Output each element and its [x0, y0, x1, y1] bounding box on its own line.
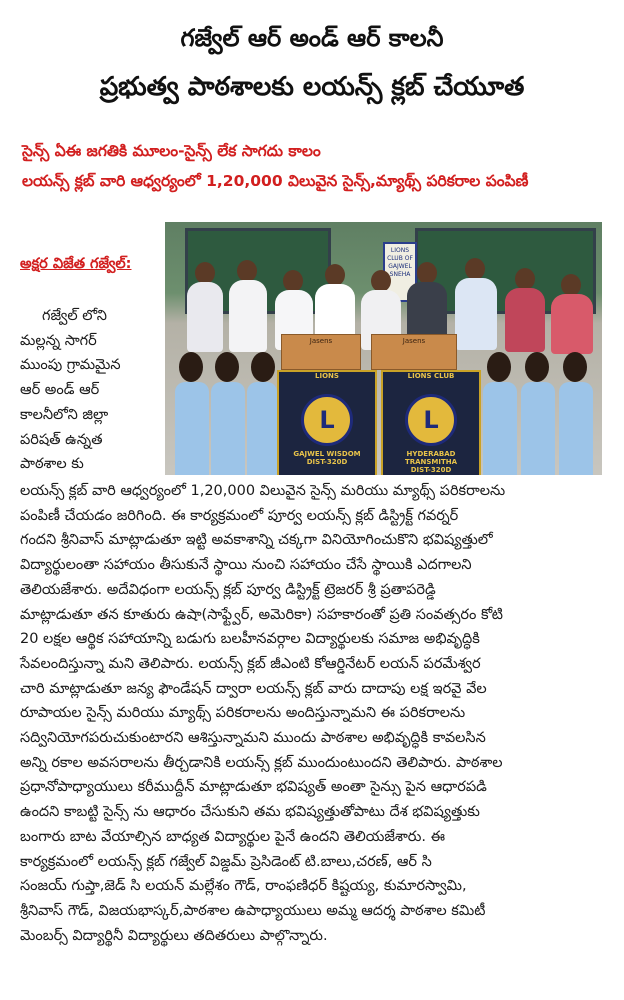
person-head: [417, 262, 437, 284]
flag-left-top-text: LIONS: [315, 372, 339, 380]
body-line: 20 లక్షల ఆర్థిక సహాయాన్ని బడుగు బలహీనవర్గాల విద్యార్థులకు సమాజ అభివృద్ధికి: [20, 631, 480, 648]
student: [483, 382, 517, 475]
event-photo: [165, 222, 602, 475]
byline: అక్షర విజేత గజ్వేల్:: [20, 256, 132, 272]
column-line: ముంపు గ్రామమైన: [20, 357, 121, 374]
student: [175, 382, 209, 475]
body-line: గందని శ్రీనివాస్ మాట్లాడుతూ ఇట్టి అవకాశాన్ని చక్కగా వినియోగించుకొని భవిష్యత్తులో: [20, 532, 493, 549]
body-line: మెంబర్స్ విద్యార్థినీ విద్యార్థులు తదితరులు పాల్గొన్నారు.: [20, 927, 328, 944]
column-line: కాలనీలోని జిల్లా: [20, 406, 109, 423]
person: [229, 280, 267, 352]
student: [211, 382, 245, 475]
body-line: పంపిణీ చేయడం జరిగింది. ఈ కార్యక్రమంలో పూర్వ లయన్స్ క్లబ్ డిస్ట్రిక్ట్ గవర్నర్: [20, 507, 459, 524]
person-head: [371, 270, 391, 292]
article-column-narrow: [20, 304, 162, 477]
flag-right-code: DIST-320D: [410, 466, 452, 474]
person-head: [195, 262, 215, 284]
body-line: సేవలందిస్తున్నా మని తెలిపారు. లయన్స్ క్లబ్ జీఎంటి కోఆర్డినేటర్ లయన్ పరమేశ్వర: [20, 655, 481, 672]
equipment-box-2: Jasens: [371, 334, 457, 370]
body-line: రూపాయల సైన్స్ మరియు మ్యాథ్స్ పరికరాలను అందిస్తున్నామని ఈ పరికరాలను: [20, 705, 466, 722]
equipment-box-1: Jasens: [281, 334, 361, 370]
body-line: మాట్లాడుతూ తన కూతురు ఉషా(సాఫ్ట్వేర్, అమెరికా) సహకారంతో ప్రతి సంవత్సరం కోటి: [20, 606, 503, 623]
flag-left-bottom-text: GAJWEL WISDOM: [293, 450, 361, 458]
headline-line-1: గజ్వేల్ ఆర్ అండ్ ఆర్ కాలనీ: [180, 24, 444, 52]
person: [551, 294, 593, 354]
column-line: పాఠశాల కు: [20, 456, 84, 473]
body-line: లయన్స్ క్లబ్ వారి ఆధ్వర్యంలో 1,20,000 విలువైన సైన్స్ మరియు మ్యాథ్స్ పరికరాలను: [20, 483, 506, 499]
student-head: [563, 352, 587, 382]
column-line: ఆర్ అండ్ ఆర్: [20, 382, 100, 399]
body-line: ఉందని కాబట్టి సైన్స్ ను ఆధారం చేసుకుని తమ భవిష్యత్తుతోపాటు దేశ భవిష్యత్తుకు: [20, 804, 480, 821]
student-head: [525, 352, 549, 382]
student-head: [487, 352, 511, 382]
column-line: మల్లన్న సాగర్: [20, 332, 97, 349]
flag-right-bottom-text: HYDERABAD TRANSMITHA: [404, 450, 458, 466]
article-body: [20, 479, 610, 948]
body-line: బంగారు బాట వేయాల్సిన బాధ్యత విద్యార్థుల పైనే ఉందని తెలియజేశారు. ఈ: [20, 828, 446, 845]
person-head: [237, 260, 257, 282]
body-line: శ్రీనివాస్ గౌడ్, విజయభాస్కర్,పాఠశాల ఉపాధ్యాయులు అమ్మ ఆదర్శ పాఠశాల కమిటీ: [20, 902, 486, 919]
student-head: [251, 352, 275, 382]
body-line: చారి మాట్లాడుతూ జన్య ఫౌండేషన్ ద్వారా లయన్స్ క్లబ్ వారు దాదాపు లక్ష ఇరవై వేల: [20, 680, 487, 697]
student: [521, 382, 555, 475]
student-head: [215, 352, 239, 382]
lions-flag-left: [277, 370, 377, 475]
flag-left-code: DIST-320D: [306, 458, 348, 466]
lions-club-banner: LIONS CLUB OF GAJWEL SNEHA: [383, 242, 417, 302]
body-line: సంజయ్ గుప్తా,జెడ్ సి లయన్ మల్లేశం గౌడ్, రాంఫణిధర్ కిష్టయ్య, కుమారస్వామి,: [20, 878, 467, 895]
lions-flag-right: [381, 370, 481, 475]
student: [247, 382, 277, 475]
person-head: [465, 258, 485, 280]
person-head: [515, 268, 535, 290]
column-line: పరిషత్ ఉన్నత: [20, 431, 103, 448]
body-line: విద్యార్థులంతా సహాయం తీసుకునే స్థాయి నుంచి సహాయం చేసే స్థాయికి ఎదగాలని: [20, 557, 472, 574]
flag-right-top-text: LIONS CLUB: [407, 372, 455, 380]
body-line: కార్యక్రమంలో లయన్స్ క్లబ్ గజ్వేల్ విజ్డమ్ ప్రెసిడెంట్ టి.బాలు,చరణ్, ఆర్ సి: [20, 853, 432, 870]
lions-emblem-icon: L: [405, 394, 457, 446]
column-line: గజ్వేల్ లోని: [42, 308, 107, 324]
person: [505, 288, 545, 352]
person-head: [561, 274, 581, 296]
subheadline-line-1: సైన్స్ ఏఈ జగతికి మూలం-సైన్స్ లేక సాగదు కాలం: [22, 142, 321, 160]
person: [187, 282, 223, 352]
person: [455, 278, 497, 350]
student: [559, 382, 593, 475]
headline-line-2: ప్రభుత్వ పాఠశాలకు లయన్స్ క్లబ్ చేయూత: [99, 72, 525, 102]
person-head: [325, 264, 345, 286]
student-head: [179, 352, 203, 382]
body-line: సద్వినియోగపరుచుకుంటారని ఆశిస్తున్నామని ముందు పాఠశాల అభివృద్ధికి కావలసిన: [20, 730, 486, 747]
body-line: అన్ని రకాల అవసరాలను తీర్చడానికి లయన్స్ క్లబ్ ముందుంటుందని తెలిపారు. పాఠశాల: [20, 754, 503, 771]
person-head: [283, 270, 303, 292]
body-line: తెలియజేశారు. అదేవిధంగా లయన్స్ క్లబ్ పూర్వ డిస్ట్రిక్ట్ ట్రెజరర్ శ్రీ ప్రతాపరెడ్డి: [20, 581, 436, 598]
subheadline-line-2: లయన్స్ క్లబ్ వారి ఆధ్వర్యంలో 1,20,000 విలువైన సైన్స్,మ్యాథ్స్ పరికరాల పంపిణీ: [22, 172, 529, 190]
body-line: ప్రధానోపాధ్యాయులు కరీముద్దీన్ మాట్లాడుతూ భవిష్యత్ అంతా సైన్సు పైన ఆధారపడి: [20, 779, 487, 796]
lions-emblem-icon: L: [301, 394, 353, 446]
